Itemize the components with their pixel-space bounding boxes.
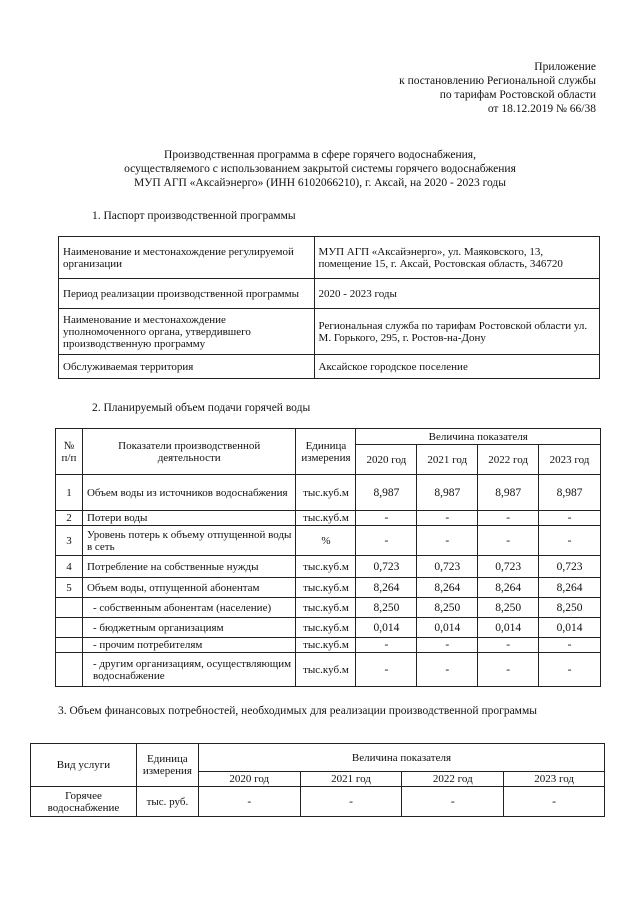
header-indicator: Показатели производственной деятельности (82, 429, 296, 475)
table-row (56, 653, 601, 687)
row-unit: тыс.куб.м (296, 578, 356, 598)
passport-label: Наименование и местонахождение уполномоченного органа, утвердившего производственную программу (59, 309, 315, 355)
row-value: 8,987 (356, 475, 417, 511)
row-value: - (417, 638, 478, 653)
header-service: Вид услуги (31, 744, 137, 787)
row-unit: тыс.куб.м (296, 556, 356, 578)
row-value: - (356, 526, 417, 556)
row-value: - (402, 787, 504, 817)
row-value: 0,723 (539, 556, 601, 578)
passport-value: Региональная служба по тарифам Ростовской области ул. М. Горького, 295, г. Ростов-на-Дону (314, 309, 599, 355)
table-row (56, 511, 601, 526)
passport-label: Период реализации производственной программы (59, 279, 315, 309)
row-value: 0,014 (417, 618, 478, 638)
row-num (56, 638, 83, 653)
row-value: - (356, 653, 417, 687)
row-num: 1 (56, 475, 83, 511)
section1-heading: 1. Паспорт производственной программы (92, 210, 296, 222)
passport-value: Аксайское городское поселение (314, 355, 599, 379)
header-value-group: Величина показателя (198, 744, 604, 772)
row-value: - (478, 638, 539, 653)
row-name: Потребление на собственные нужды (82, 556, 296, 578)
row-value: - (539, 526, 601, 556)
row-unit: тыс.куб.м (296, 653, 356, 687)
row-name: Уровень потерь к объему отпущенной воды в сеть (82, 526, 296, 556)
row-value: 8,250 (417, 598, 478, 618)
row-value: - (417, 526, 478, 556)
section3-heading: 3. Объем финансовых потребностей, необходимых для реализации производственной программы (58, 705, 537, 717)
row-value: 8,264 (356, 578, 417, 598)
row-num (56, 618, 83, 638)
row-unit: тыс.куб.м (296, 618, 356, 638)
table-row (56, 526, 601, 556)
table-row (56, 556, 601, 578)
financial-needs-table (30, 743, 605, 817)
row-unit: тыс.куб.м (296, 511, 356, 526)
row-value: 8,250 (478, 598, 539, 618)
row-name: - прочим потребителям (82, 638, 296, 653)
row-unit: тыс.куб.м (296, 475, 356, 511)
row-value: - (478, 526, 539, 556)
section2-heading: 2. Планируемый объем подачи горячей воды (92, 402, 311, 414)
table-row (56, 618, 601, 638)
row-service: Горячее водоснабжение (31, 787, 137, 817)
appendix-block (399, 60, 596, 116)
row-value: 8,250 (356, 598, 417, 618)
row-value: 8,264 (478, 578, 539, 598)
table-row (59, 279, 600, 309)
row-value: - (504, 787, 605, 817)
row-num: 5 (56, 578, 83, 598)
row-num (56, 598, 83, 618)
table-row (31, 787, 605, 817)
row-unit: тыс.куб.м (296, 638, 356, 653)
row-name: - собственным абонентам (население) (82, 598, 296, 618)
table-header-row (31, 744, 605, 772)
passport-label: Обслуживаемая территория (59, 355, 315, 379)
row-value: 0,723 (478, 556, 539, 578)
title-line: МУП АГП «Аксайэнерго» (ИНН 6102066210), г. Аксай, на 2020 - 2023 годы (133, 177, 507, 189)
row-value: - (478, 653, 539, 687)
table-row (59, 309, 600, 355)
header-year: 2020 год (356, 445, 417, 475)
document-title (40, 148, 600, 190)
row-value: 8,250 (539, 598, 601, 618)
passport-label: Наименование и местонахождение регулируемой организации (59, 237, 315, 279)
header-year: 2022 год (402, 772, 504, 787)
row-value: - (539, 653, 601, 687)
row-value: 0,723 (417, 556, 478, 578)
row-value: 0,014 (356, 618, 417, 638)
row-value: - (198, 787, 300, 817)
row-value: 8,987 (478, 475, 539, 511)
water-volume-table (55, 428, 601, 687)
appendix-line: Приложение (534, 61, 596, 73)
table-row (59, 355, 600, 379)
row-name: - бюджетным организациям (82, 618, 296, 638)
header-unit: Единица измерения (136, 744, 198, 787)
row-value: 8,987 (539, 475, 601, 511)
row-unit: тыс. руб. (136, 787, 198, 817)
row-value: 8,264 (417, 578, 478, 598)
header-year: 2020 год (198, 772, 300, 787)
table-row (56, 598, 601, 618)
header-year: 2023 год (504, 772, 605, 787)
header-year: 2022 год (478, 445, 539, 475)
row-value: - (478, 511, 539, 526)
row-num: 2 (56, 511, 83, 526)
header-value-group: Величина показателя (356, 429, 601, 445)
passport-table (58, 236, 600, 379)
header-year: 2021 год (417, 445, 478, 475)
row-name: - другим организациям, осуществляющим водоснабжение (82, 653, 296, 687)
title-line: Производственная программа в сфере горячего водоснабжения, (164, 149, 476, 161)
table-row (59, 237, 600, 279)
row-unit: тыс.куб.м (296, 598, 356, 618)
passport-value: 2020 - 2023 годы (314, 279, 599, 309)
row-num (56, 653, 83, 687)
table-row (56, 638, 601, 653)
passport-value: МУП АГП «Аксайэнерго», ул. Маяковского, 13, помещение 15, г. Аксай, Ростовская область, 346720 (314, 237, 599, 279)
table-row (56, 578, 601, 598)
row-value: - (539, 511, 601, 526)
table-row (56, 475, 601, 511)
table-header-row (56, 429, 601, 445)
appendix-line: от 18.12.2019 № 66/38 (487, 103, 596, 115)
row-num: 4 (56, 556, 83, 578)
appendix-line: по тарифам Ростовской области (439, 89, 596, 101)
row-value: 0,014 (539, 618, 601, 638)
row-value: - (356, 511, 417, 526)
appendix-line: к постановлению Региональной службы (399, 75, 596, 87)
row-name: Объем воды, отпущенной абонентам (82, 578, 296, 598)
row-num: 3 (56, 526, 83, 556)
row-name: Объем воды из источников водоснабжения (82, 475, 296, 511)
row-value: 8,987 (417, 475, 478, 511)
row-value: 0,723 (356, 556, 417, 578)
row-value: 8,264 (539, 578, 601, 598)
header-year: 2021 год (300, 772, 402, 787)
row-value: - (539, 638, 601, 653)
header-unit: Единица измерения (296, 429, 356, 475)
row-name: Потери воды (82, 511, 296, 526)
header-num: № п/п (56, 429, 83, 475)
row-value: - (300, 787, 402, 817)
title-line: осуществляемого с использованием закрытой системы горячего водоснабжения (124, 163, 516, 175)
row-value: - (417, 511, 478, 526)
row-value: 0,014 (478, 618, 539, 638)
header-year: 2023 год (539, 445, 601, 475)
row-value: - (356, 638, 417, 653)
row-unit: % (296, 526, 356, 556)
row-value: - (417, 653, 478, 687)
